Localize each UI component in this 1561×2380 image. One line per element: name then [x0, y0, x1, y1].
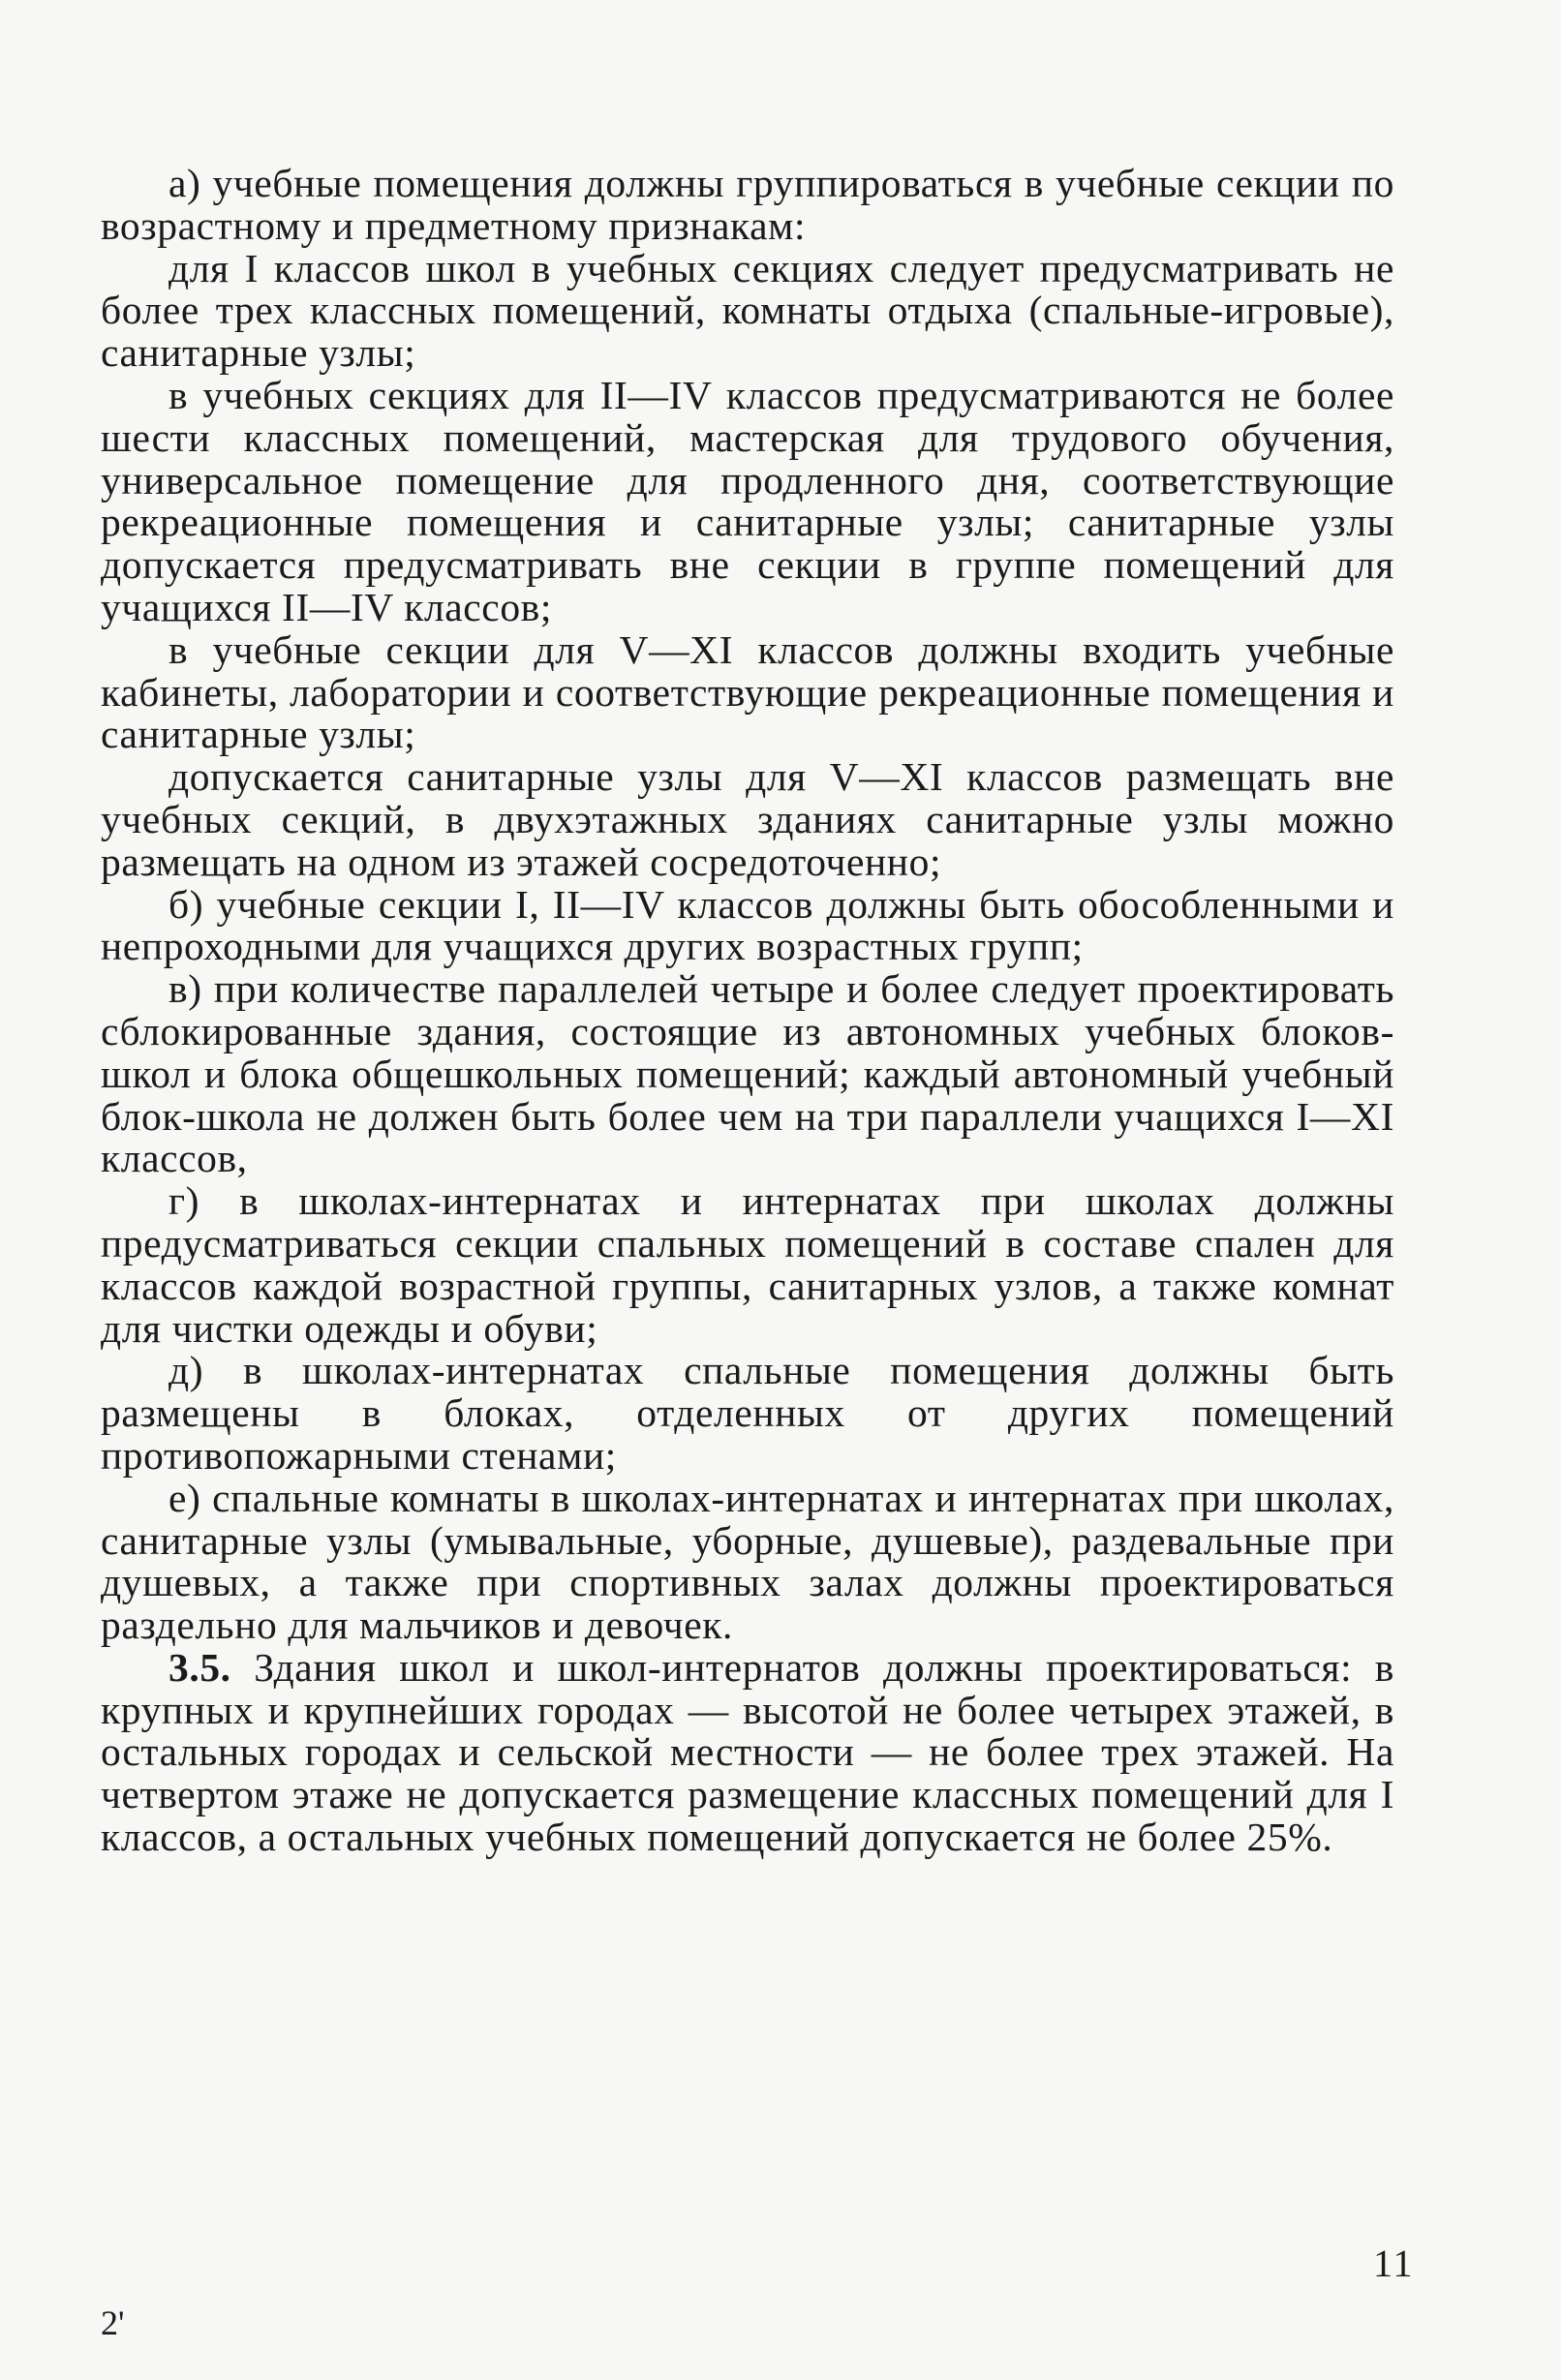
paragraph-d: д) в школах-интернатах спальные помещения должны быть размещены в блоках, отделенных от других помещений противопожарными стенами; [101, 1348, 1394, 1478]
paragraph-grade-1: для I классов школ в учебных секциях следует предусматривать не более трех классных помещений, комнаты отдыха (спальные-игровые), санитарные узлы; [101, 245, 1394, 376]
paragraph-e: е) спальные комнаты в школах-интернатах и интернатах при школах, санитарные узлы (умывальные, уборные, душевые), раздевальные при душевых, а также при спортивных залах должны проектироваться раздельно для мальчиков и девочек. [101, 1475, 1394, 1648]
paragraph-sanitary: допускается санитарные узлы для V—XI классов размещать вне учебных секций, в двухэтажных зданиях санитарные узлы можно размещать на одном из этажей сосредоточенно; [101, 754, 1394, 884]
body-text [101, 163, 1394, 1859]
paragraph-b: б) учебные секции I, II—IV классов должны быть обособленными и непроходными для учащихся других возрастных групп; [101, 881, 1394, 969]
section-3-5 [101, 1644, 1394, 1860]
paragraph-grade-2-4: в учебных секциях для II—IV классов предусматриваются не более шести классных помещений, мастерская для трудового обучения, универсальное помещение для продленного дня, соответствующие рекреационные помещения и санитарные узлы; санитарные узлы допускается предусматривать вне секции в группе помещений для учащихся II—IV классов; [101, 372, 1394, 629]
paragraph-v: в) при количестве параллелей четыре и более следует проектировать сблокированные здания, состоящие из автономных учебных блоков-школ и блока общешкольных помещений; каждый автономный учебный блок-школа не должен быть более чем на три параллели учащихся I—XI классов, [101, 966, 1394, 1181]
paragraph-a: а) учебные помещения должны группироваться в учебные секции по возрастному и предметному признакам: [101, 161, 1394, 248]
paragraph-grade-5-11: в учебные секции для V—XI классов должны входить учебные кабинеты, лаборатории и соответствующие рекреационные помещения и санитарные узлы; [101, 626, 1394, 757]
section-text: Здания школ и школ-интернатов должны проектироваться: в крупных и крупнейших городах — высотой не более четырех этажей, в остальных городах и сельской местности — не более трех этажей. На четвертом этаже не допускается размещение классных помещений для I классов, а остальных учебных помещений допускается не более 25%. [101, 1644, 1394, 1860]
signature-mark: 2' [101, 2304, 125, 2342]
section-number: 3.5. [168, 1644, 231, 1690]
paragraph-g: г) в школах-интернатах и интернатах при школах должны предусматриваться секции спальных помещений в составе спален для классов каждой возрастной группы, санитарных узлов, а также комнат для чистки одежды и обуви; [101, 1178, 1394, 1351]
page-number: 11 [1373, 2242, 1415, 2285]
